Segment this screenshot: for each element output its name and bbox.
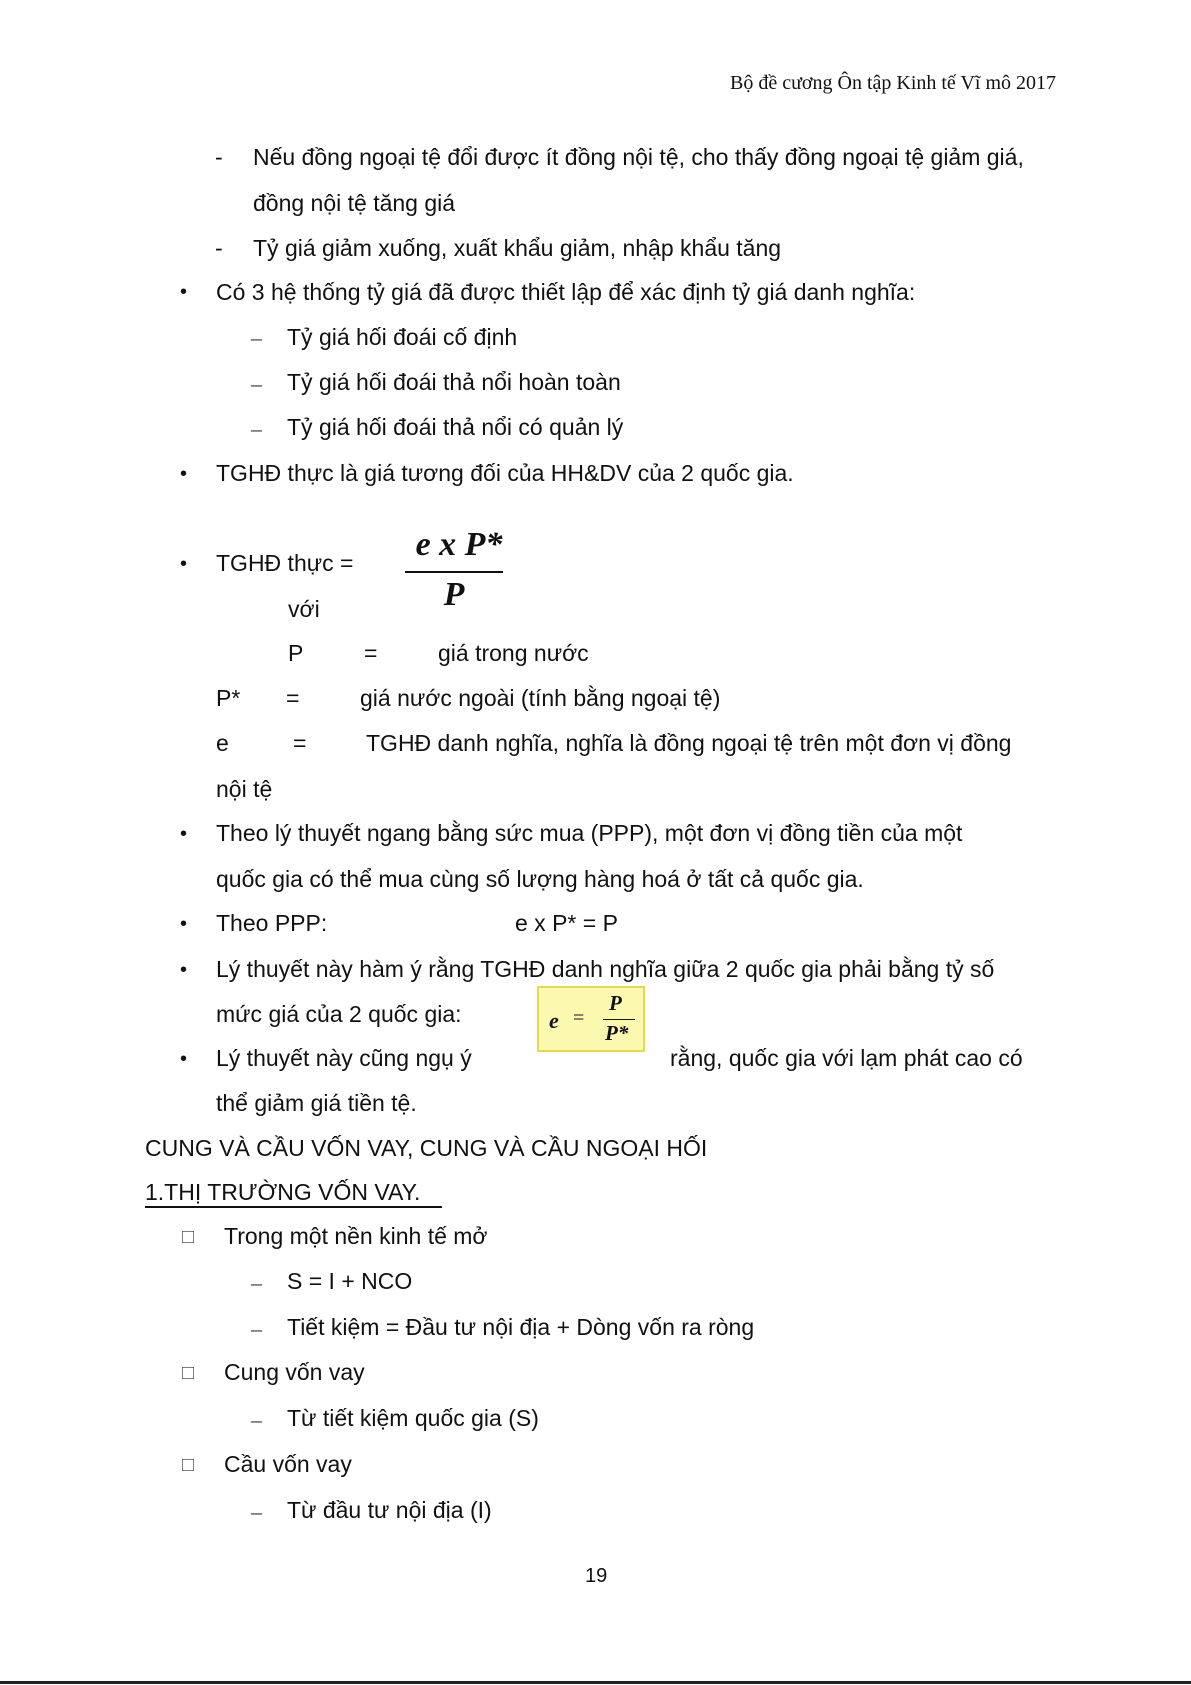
bullet-marker: •: [180, 463, 188, 485]
equals-sign: =: [293, 730, 307, 756]
text-line: TGHĐ thực =: [216, 550, 354, 576]
text-line: Tiết kiệm = Đầu tư nội địa + Dòng vốn ra ròng: [287, 1314, 755, 1340]
text-line: thể giảm giá tiền tệ.: [216, 1090, 417, 1116]
fraction-bar: [405, 571, 503, 573]
fraction-denominator: P: [443, 576, 465, 613]
equals-sign: =: [364, 640, 378, 666]
bullet-marker: •: [180, 913, 188, 935]
page-number: 19: [585, 1565, 608, 1587]
subsection-heading: 1.THỊ TRƯỜNG VỐN VAY.: [145, 1179, 442, 1208]
ppp-formula: e x P* = P: [515, 910, 618, 936]
endash-marker: –: [251, 1316, 262, 1341]
text-line: Từ tiết kiệm quốc gia (S): [287, 1405, 539, 1431]
text-line: Cung vốn vay: [224, 1359, 365, 1385]
endash-marker: –: [251, 1407, 262, 1432]
checkbox-marker: □: [182, 1226, 195, 1248]
text-line: Tỷ giá hối đoái thả nổi có quản lý: [287, 414, 624, 440]
definition-e: TGHĐ danh nghĩa, nghĩa là đồng ngoại tệ trên một đơn vị đồng: [366, 730, 1012, 756]
box-fraction-bar: [603, 1019, 635, 1020]
bullet-marker: •: [180, 823, 188, 845]
box-denominator: P*: [605, 1021, 629, 1045]
checkbox-marker: □: [182, 1362, 195, 1384]
text-line: Lý thuyết này hàm ý rằng TGHĐ danh nghĩa giữa 2 quốc gia phải bằng tỷ số: [216, 956, 995, 982]
bullet-marker: •: [180, 959, 188, 981]
box-equals: =: [573, 1007, 585, 1029]
box-e: e: [549, 1008, 559, 1033]
dash-marker: -: [215, 235, 223, 261]
box-numerator: P: [609, 991, 622, 1015]
page-header: Bộ đề cương Ôn tập Kinh tế Vĩ mô 2017: [729, 72, 1056, 94]
symbol-p: P: [288, 640, 304, 666]
text-line: với: [288, 596, 320, 622]
text-line: quốc gia có thể mua cùng số lượng hàng hoá ở tất cả quốc gia.: [216, 866, 864, 892]
definition-pstar: giá nước ngoài (tính bằng ngoại tệ): [360, 685, 721, 711]
definition-p: giá trong nước: [438, 640, 589, 666]
text-line: Theo PPP:: [216, 910, 328, 936]
bullet-marker: •: [180, 1048, 188, 1070]
ppp-formula-box: [537, 986, 645, 1052]
text-line: Tỷ giá hối đoái thả nổi hoàn toàn: [287, 369, 621, 395]
text-line: rằng, quốc gia với lạm phát cao có: [670, 1045, 1023, 1071]
text-line: Trong một nền kinh tế mở: [224, 1223, 488, 1249]
text-line: Theo lý thuyết ngang bằng sức mua (PPP), một đơn vị đồng tiền của một: [216, 820, 963, 846]
text-line: Từ đầu tư nội địa (I): [287, 1497, 492, 1523]
text-line: mức giá của 2 quốc gia:: [216, 1001, 462, 1027]
equals-sign: =: [286, 685, 300, 711]
text-line: Nếu đồng ngoại tệ đổi được ít đồng nội tệ, cho thấy đồng ngoại tệ giảm giá,: [253, 144, 1024, 170]
bullet-marker: •: [180, 281, 188, 303]
footer-rule: [0, 1681, 1191, 1684]
text-line: Có 3 hệ thống tỷ giá đã được thiết lập để xác định tỷ giá danh nghĩa:: [216, 279, 916, 305]
text-line: Tỷ giá giảm xuống, xuất khẩu giảm, nhập khẩu tăng: [253, 235, 782, 261]
endash-marker: –: [251, 416, 262, 441]
endash-marker: –: [251, 1270, 262, 1295]
text-line: Cầu vốn vay: [224, 1451, 352, 1477]
text-line: Tỷ giá hối đoái cố định: [287, 324, 518, 350]
symbol-pstar: P*: [216, 685, 241, 711]
bullet-marker: •: [180, 553, 188, 575]
checkbox-marker: □: [182, 1454, 195, 1476]
symbol-e: e: [216, 730, 229, 756]
endash-marker: –: [251, 325, 262, 350]
section-heading: CUNG VÀ CẦU VỐN VAY, CUNG VÀ CẦU NGOẠI HỐI: [145, 1135, 708, 1161]
text-line: S = I + NCO: [287, 1268, 413, 1294]
text-line: Lý thuyết này cũng ngụ ý: [216, 1045, 472, 1071]
dash-marker: -: [215, 144, 223, 170]
endash-marker: –: [251, 371, 262, 396]
text-line: đồng nội tệ tăng giá: [253, 190, 456, 216]
text-line: nội tệ: [216, 776, 273, 802]
text-line: TGHĐ thực là giá tương đối của HH&DV của 2 quốc gia.: [216, 460, 794, 486]
endash-marker: –: [251, 1499, 262, 1524]
fraction-numerator: e x P*: [415, 526, 503, 563]
